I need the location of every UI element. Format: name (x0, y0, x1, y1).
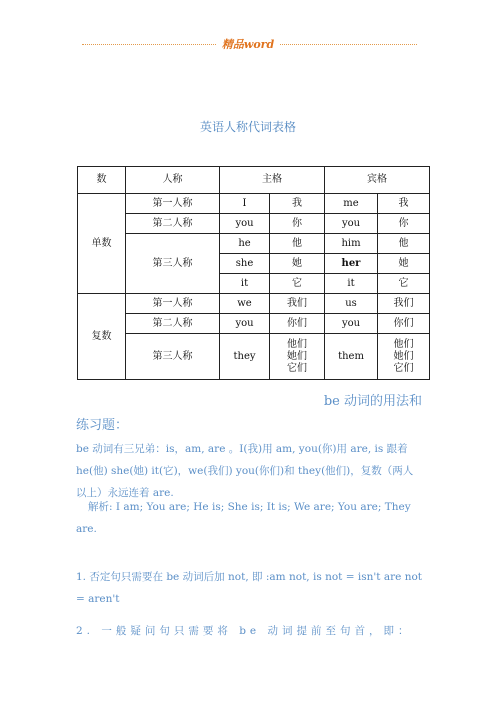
cell-line: 她们 (393, 350, 414, 362)
header-rule-left (82, 44, 216, 45)
practice-label: 练习题： (76, 418, 129, 433)
cell-line: 他们 (287, 338, 307, 350)
table-cell: he (220, 234, 270, 254)
table-cell: me (325, 194, 378, 214)
header-person: 人称 (126, 167, 220, 194)
paragraph-negative: 1. 否定句只需要在 be 动词后加 not, 即 :am not, is not = isn't are not = aren't (76, 571, 422, 605)
pronoun-table (77, 166, 430, 380)
table-cell: 第三人称 (126, 334, 220, 380)
plural-label: 复数 (78, 294, 126, 380)
paragraph-analysis: 解析: I am; You are; He is; She is; It is; We are; You are; They are. (76, 501, 411, 535)
table-cell: they (220, 334, 270, 380)
table-cell: 你 (270, 214, 325, 234)
table-cell: him (325, 234, 378, 254)
header-number: 数 (78, 167, 126, 194)
table-cell: us (325, 294, 378, 314)
header-subject: 主格 (220, 167, 325, 194)
table-cell: it (220, 274, 270, 294)
table-cell: 他 (270, 234, 325, 254)
table-cell: we (220, 294, 270, 314)
table-cell: her (325, 254, 378, 274)
header-rule-right (280, 44, 417, 45)
paragraph-question: 2. 一般疑问句只需要将 be 动词提前至句首，即： (76, 625, 413, 637)
cell-line: 它们 (287, 362, 307, 374)
table-cell: 第二人称 (126, 314, 220, 334)
table-cell: 我们 (378, 294, 430, 314)
cell-line: 他们 (393, 338, 414, 350)
table-cell: 她 (378, 254, 430, 274)
paragraph-be-rules: be 动词有三兄弟：is，am, are 。I(我)用 am, you(你)用 are, is 跟着 he(他) she(她) it(它)，we(我们) you(你们)和 they(他们)，复数（两人以上）永远连着 are. (76, 443, 414, 499)
table-cell: 第一人称 (126, 294, 220, 314)
table-cell-multi (270, 334, 325, 380)
table-cell: 他 (378, 234, 430, 254)
page-title: 英语人称代词表格 (199, 120, 296, 134)
table-cell: you (220, 214, 270, 234)
table-cell: 我 (378, 194, 430, 214)
table-cell: you (325, 214, 378, 234)
table-cell: 它 (378, 274, 430, 294)
table-cell: 你们 (270, 314, 325, 334)
singular-label: 单数 (78, 194, 126, 294)
cell-line: 她们 (287, 350, 307, 362)
table-cell-multi (378, 334, 430, 380)
be-verb-heading: be 动词的用法和 (323, 394, 422, 409)
table-cell: you (220, 314, 270, 334)
cell-line: 它们 (393, 362, 414, 374)
table-cell: 你 (378, 214, 430, 234)
table-cell: 第一人称 (126, 194, 220, 214)
table-cell: 我们 (270, 294, 325, 314)
table-cell: you (325, 314, 378, 334)
table-cell: 我 (270, 194, 325, 214)
table-cell: she (220, 254, 270, 274)
header-object: 宾格 (325, 167, 430, 194)
table-cell: 它 (270, 274, 325, 294)
table-cell: it (325, 274, 378, 294)
table-cell: I (220, 194, 270, 214)
table-cell: 她 (270, 254, 325, 274)
header-brand: 精品word (221, 38, 275, 51)
table-cell: 第三人称 (126, 234, 220, 294)
table-cell: 第二人称 (126, 214, 220, 234)
table-cell: 你们 (378, 314, 430, 334)
table-cell: them (325, 334, 378, 380)
